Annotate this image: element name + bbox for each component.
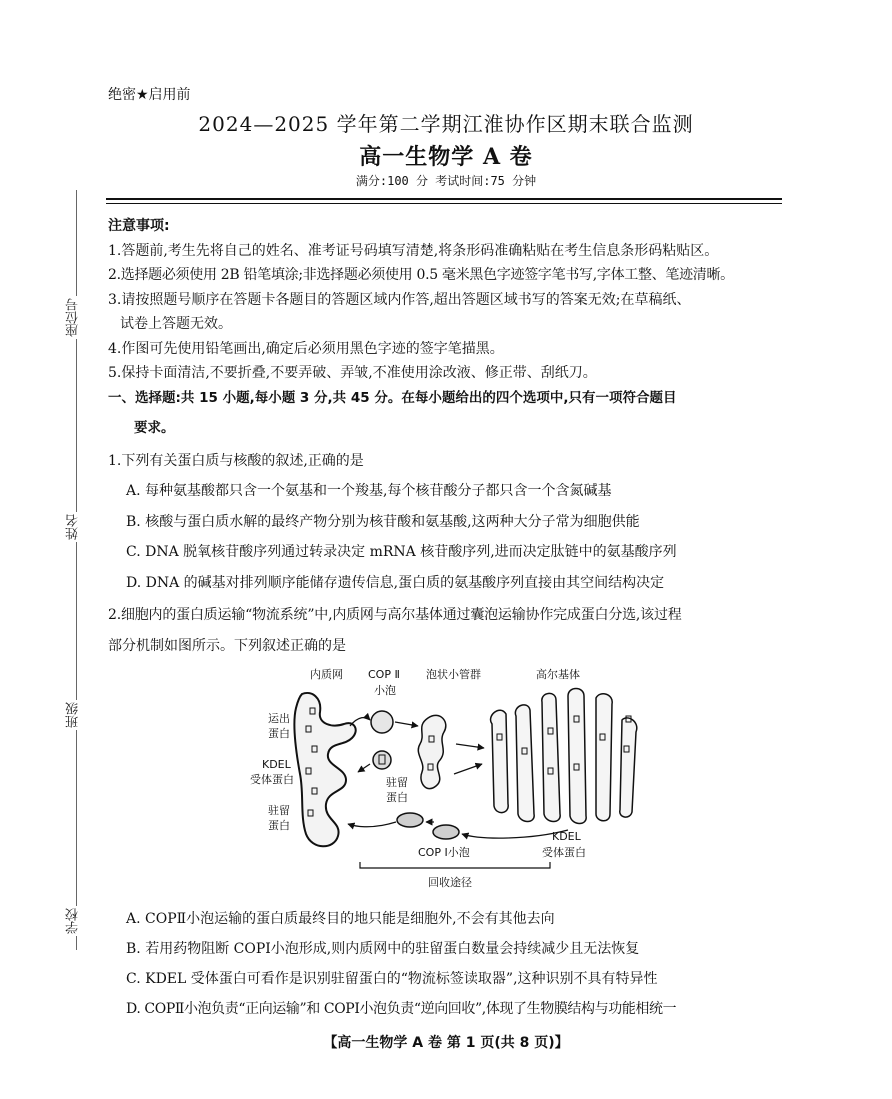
label-kdel-line1: KDEL (262, 758, 291, 771)
label-kdel-right-line2: 受体蛋白 (542, 846, 586, 859)
copii-vesicle (371, 711, 393, 733)
question-2-option-b: B. 若用药物阻断 COPⅠ小泡形成,则内质网中的驻留蛋白数量会持续减少且无法恢复 (126, 941, 640, 957)
question-2-option-c: C. KDEL 受体蛋白可看作是识别驻留蛋白的“物流标签读取器”,这种识别不具有特异性 (126, 971, 658, 987)
label-export-line1: 运出 (268, 712, 290, 725)
main-content (108, 214, 786, 658)
label-retain-mid-line2: 蛋白 (386, 791, 408, 804)
header-rule-thick (106, 198, 782, 200)
section-heading-cont: 要求。 (134, 420, 175, 436)
question-2-option-a: A. COPⅡ小泡运输的蛋白质最终目的地只能是细胞外,不会有其他去向 (126, 911, 555, 927)
binding-label-school: 学校 (64, 906, 88, 936)
notice-item: 4.作图可先使用铅笔画出,确定后必须用黑色字迹的签字笔描黑。 (108, 340, 504, 357)
label-golgi: 高尔基体 (536, 668, 580, 681)
section-heading: 一、选择题:共 15 小题,每小题 3 分,共 45 分。在每小题给出的四个选项中,只有一项符合题目 (108, 389, 677, 406)
label-tubules: 泡状小管群 (426, 668, 481, 681)
label-copii-line1: COP Ⅱ (368, 668, 400, 681)
label-retain-line2: 蛋白 (268, 819, 290, 832)
header-rule-thin (106, 203, 782, 204)
copi-vesicle (433, 825, 459, 839)
label-recycle: 回收途径 (428, 876, 472, 889)
label-kdel-line2: 受体蛋白 (250, 773, 294, 786)
exam-subject: 高一生物学 A 卷 (359, 144, 533, 170)
label-kdel-right-line1: KDEL (552, 830, 581, 843)
notice-item: 试卷上答题无效。 (120, 316, 232, 332)
label-er: 内质网 (310, 668, 343, 681)
question-1-option-b: B. 核酸与蛋白质水解的最终产物分别为核苷酸和氨基酸,这两种大分子常为细胞供能 (126, 513, 640, 530)
label-retain-mid-line1: 驻留 (386, 776, 408, 789)
question-1-option-a: A. 每种氨基酸都只含一个氨基和一个羧基,每个核苷酸分子都只含一个含氮碱基 (126, 483, 612, 499)
page-footer: 【高一生物学 A 卷 第 1 页(共 8 页)】 (323, 1035, 569, 1051)
question-1-stem: 1.下列有关蛋白质与核酸的叙述,正确的是 (108, 452, 364, 469)
question-1-option-d: D. DNA 的碱基对排列顺序能储存遗传信息,蛋白质的氨基酸序列直接由其空间结构决定 (126, 574, 665, 591)
vesicle-transport-diagram (250, 664, 660, 896)
notice-heading: 注意事项: (108, 218, 170, 234)
secret-mark: 绝密★启用前 (108, 87, 191, 103)
question-2-options (108, 904, 788, 1024)
question-1-option-c: C. DNA 脱氧核苷酸序列通过转录决定 mRNA 核苷酸序列,进而决定肽链中的氨基酸序列 (126, 544, 677, 560)
question-2-stem: 2.细胞内的蛋白质运输“物流系统”中,内质网与高尔基体通过囊泡运输协作完成蛋白分选,该过程 (108, 607, 682, 623)
recycle-bracket (360, 862, 550, 868)
notice-item: 5.保持卡面清洁,不要折叠,不要弄破、弄皱,不准使用涂改液、修正带、刮纸刀。 (108, 365, 597, 381)
copi-vesicle (397, 813, 423, 827)
binding-label-seat: 座位号 (64, 296, 88, 339)
label-copii-line2: 小泡 (374, 684, 396, 697)
vesicle-transport-figure (250, 664, 660, 896)
notice-item: 2.选择题必须使用 2B 铅笔填涂;非选择题必须使用 0.5 毫米黑色字迹签字笔书写,字体工整、笔迹清晰。 (108, 267, 734, 283)
exam-score-time: 满分:100 分 考试时间:75 分钟 (355, 174, 537, 188)
tubule-cluster (418, 715, 446, 788)
exam-title: 2024—2025 学年第二学期江淮协作区期末联合监测 (198, 112, 694, 136)
binding-label-class: 班级 (64, 700, 88, 730)
label-retain-line1: 驻留 (268, 804, 290, 817)
golgi-stack (491, 689, 637, 824)
question-2-stem-cont: 部分机制如图所示。下列叙述正确的是 (108, 637, 346, 654)
notice-item: 1.答题前,考生先将自己的姓名、准考证号码填写清楚,将条形码准确粘贴在考生信息条形码粘贴区。 (108, 242, 719, 259)
label-copi: COP Ⅰ小泡 (418, 846, 470, 859)
notice-item: 3.请按照题号顺序在答题卡各题目的答题区域内作答,超出答题区域书写的答案无效;在草稿纸、 (108, 291, 691, 308)
label-export-line2: 蛋白 (268, 727, 290, 740)
er-shape (294, 693, 355, 846)
question-2-option-d: D. COPⅡ小泡负责“正向运输”和 COPⅠ小泡负责“逆向回收”,体现了生物膜结构与功能相统一 (126, 1001, 677, 1017)
binding-label-name: 姓名 (64, 512, 88, 542)
